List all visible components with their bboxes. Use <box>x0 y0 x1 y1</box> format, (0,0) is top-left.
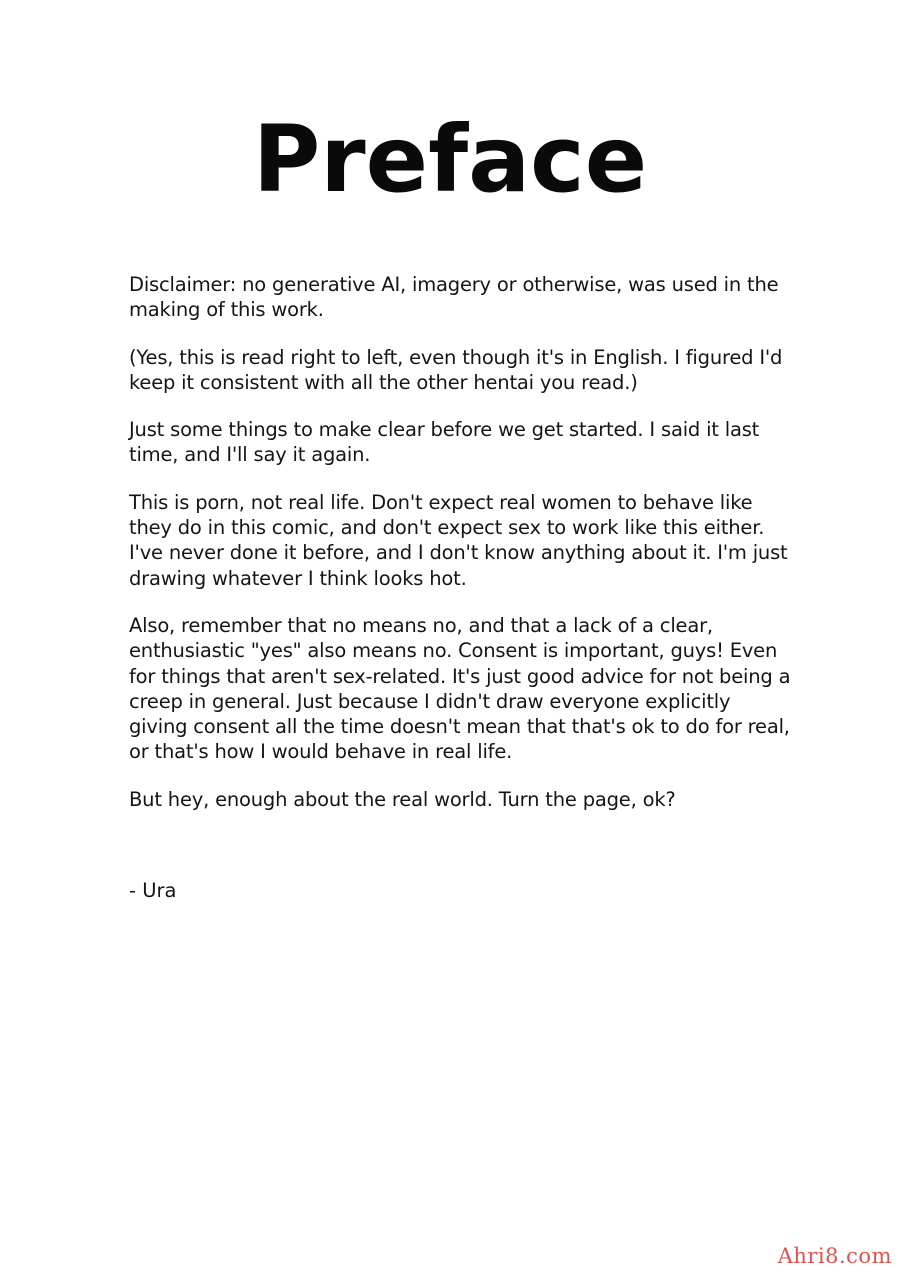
signature: - Ura <box>129 879 177 902</box>
paragraph-closing: But hey, enough about the real world. Turn the page, ok? <box>129 787 676 811</box>
paragraph-consent: Also, remember that no means no, and that a lack of a clear, enthusiastic "yes" also means no. Consent is important, guys! Even for things that aren't sex-related. It's just good advice for not being a creep in general. Just because I didn't draw everyone explicitly giving consent all the time doesn't mean that that's ok to do for real, or that's how I would behave in real life. <box>129 613 791 764</box>
paragraph-reading-direction: (Yes, this is read right to left, even though it's in English. I figured I'd keep it consistent with all the other hentai you read.) <box>129 345 783 394</box>
watermark: Ahri8.com <box>777 1244 892 1268</box>
paragraph-intro: Just some things to make clear before we get started. I said it last time, and I'll say it again. <box>129 418 760 467</box>
paragraph-not-real-life: This is porn, not real life. Don't expect real women to behave like they do in this comic, and don't expect sex to work like this either. I've never done it before, and I don't know anything about it. I'm just drawing whatever I think looks hot. <box>129 490 788 590</box>
page-title: Preface <box>252 106 648 213</box>
paragraph-disclaimer: Disclaimer: no generative AI, imagery or otherwise, was used in the making of this work. <box>129 273 779 322</box>
preface-body <box>129 272 794 834</box>
